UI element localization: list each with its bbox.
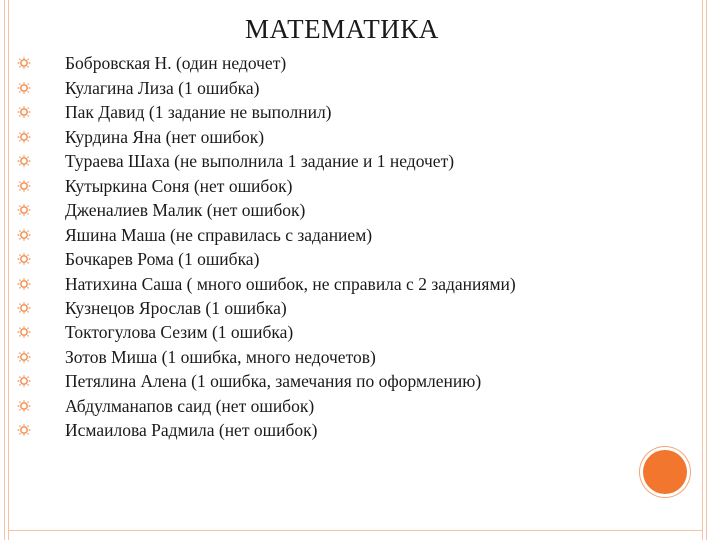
list-item	[17, 76, 637, 101]
list-item	[17, 100, 637, 125]
list-item-text: Бобровская Н. (один недочет)	[65, 53, 287, 73]
list-item	[17, 174, 637, 199]
list-item	[17, 418, 637, 443]
list-item-text: Дженалиев Малик (нет ошибок)	[65, 200, 306, 220]
sun-bullet-icon	[17, 278, 31, 290]
sun-bullet-icon	[17, 204, 31, 216]
frame-left-line-inner	[8, 0, 9, 540]
decorative-orange-circle	[643, 450, 687, 494]
frame-right-line-inner	[702, 0, 703, 540]
sun-bullet-icon	[17, 424, 31, 436]
sun-bullet-icon	[17, 253, 31, 265]
list-item	[17, 198, 637, 223]
list-item	[17, 247, 637, 272]
frame-bottom-line	[8, 530, 703, 531]
list-item	[17, 51, 637, 76]
list-item	[17, 394, 637, 419]
list-item-text: Исмаилова Радмила (нет ошибок)	[65, 420, 318, 440]
list-item-text: Петялина Алена (1 ошибка, замечания по оформлению)	[65, 371, 482, 391]
list-item-text: Пак Давид (1 задание не выполнил)	[65, 102, 332, 122]
sun-bullet-icon	[17, 82, 31, 94]
sun-bullet-icon	[17, 229, 31, 241]
list-item	[17, 296, 637, 321]
list-item-text: Курдина Яна (нет ошибок)	[65, 126, 265, 147]
list-item	[17, 125, 637, 150]
list-item	[17, 369, 637, 394]
list-item-text: Тураева Шаха (не выполнила 1 задание и 1 недочет)	[65, 151, 455, 171]
list-item-text: Кузнецов Ярослав (1 ошибка)	[65, 297, 287, 318]
list-item-text: Кутыркина Соня (нет ошибок)	[65, 175, 293, 196]
frame-right-line-outer	[706, 0, 707, 540]
frame-left-line-outer	[4, 0, 5, 540]
sun-bullet-icon	[17, 400, 31, 412]
sun-bullet-icon	[17, 106, 31, 118]
slide-title: МАТЕМАТИКА	[245, 14, 439, 44]
sun-bullet-icon	[17, 180, 31, 192]
list-item	[17, 345, 637, 370]
list-item-text: Токтогулова Сезим (1 ошибка)	[65, 322, 294, 342]
sun-bullet-icon	[17, 131, 31, 143]
list-item	[17, 272, 637, 296]
sun-bullet-icon	[17, 155, 31, 167]
list-item-text: Бочкарев Рома (1 ошибка)	[65, 249, 260, 269]
student-list	[17, 51, 637, 443]
list-item	[17, 223, 637, 248]
list-item-text: Кулагина Лиза (1 ошибка)	[65, 77, 260, 98]
list-item	[17, 149, 637, 174]
sun-bullet-icon	[17, 57, 31, 69]
list-item-text: Натихина Саша ( много ошибок, не справила с 2 заданиями)	[65, 273, 516, 294]
list-item-text: Яшина Маша (не справилась с заданием)	[65, 224, 373, 245]
sun-bullet-icon	[17, 302, 31, 314]
list-item-text: Абдулманапов саид (нет ошибок)	[65, 395, 315, 416]
list-item	[17, 320, 637, 345]
sun-bullet-icon	[17, 351, 31, 363]
sun-bullet-icon	[17, 326, 31, 338]
list-item-text: Зотов Миша (1 ошибка, много недочетов)	[65, 346, 376, 367]
sun-bullet-icon	[17, 375, 31, 387]
